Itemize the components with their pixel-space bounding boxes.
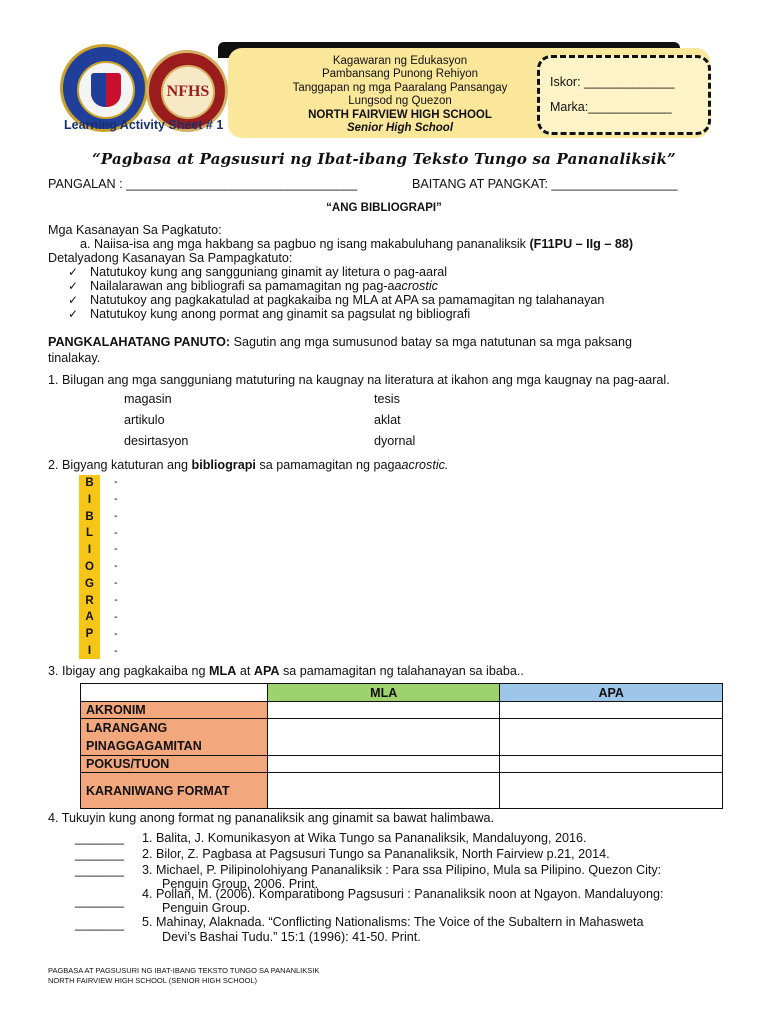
q3-pre: 3. Ibigay ang pagkakaiba ng bbox=[48, 664, 210, 678]
general-instructions bbox=[48, 335, 632, 349]
competency-bullet-2-italic: acrostic bbox=[394, 279, 438, 293]
table-cell-apa[interactable] bbox=[500, 702, 723, 719]
q1-option-dyornal[interactable]: dyornal bbox=[374, 434, 416, 448]
iskor-field[interactable]: Iskor: _____________ bbox=[550, 75, 675, 89]
table-cell-apa[interactable] bbox=[500, 773, 723, 809]
topic-title: “ANG BIBLIOGRAPI” bbox=[326, 202, 442, 214]
table-corner-cell bbox=[81, 684, 268, 702]
acrostic-letter: G bbox=[85, 577, 94, 590]
reference-item: 5. Mahinay, Alaknada. “Conflicting Nationalisms: The Voice of the Subaltern in Mahasweta bbox=[142, 915, 644, 929]
q1-option-desirtasyon[interactable]: desirtasyon bbox=[124, 434, 189, 448]
header-line-4: Lungsod ng Quezon bbox=[348, 95, 452, 108]
table-cell-apa[interactable] bbox=[500, 719, 723, 756]
acrostic-letters bbox=[79, 475, 100, 659]
question-3 bbox=[48, 664, 524, 678]
competency-bullet-4: Natutukoy kung anong pormat ang ginamit sa pagsulat ng bibliografi bbox=[90, 307, 471, 321]
table-row-label: AKRONIM bbox=[81, 702, 268, 719]
acrostic-letter: B bbox=[85, 477, 94, 489]
general-instructions-label: PANGKALAHATANG PANUTO: bbox=[48, 335, 231, 349]
table-cell-mla[interactable] bbox=[268, 702, 500, 719]
q3-at: at bbox=[236, 664, 254, 678]
q3-post: sa pamamagitan ng talahanayan sa ibaba.. bbox=[279, 664, 524, 678]
table-cell-mla[interactable] bbox=[268, 719, 500, 756]
acrostic-letter: A bbox=[85, 611, 94, 624]
table-row-label: POKUS/TUON bbox=[81, 756, 268, 773]
reference-item-cont: Penguin Group. bbox=[162, 901, 251, 915]
marka-field[interactable]: Marka:____________ bbox=[550, 100, 672, 114]
competency-bullet-2 bbox=[90, 279, 438, 293]
acrostic-answer-line[interactable]: - bbox=[114, 476, 118, 488]
acrostic-letter: B bbox=[85, 510, 94, 523]
q2-mid: sa pamamagitan ng paga bbox=[255, 458, 402, 472]
school-name: NORTH FAIRVIEW HIGH SCHOOL bbox=[308, 108, 492, 121]
table-header-mla: MLA bbox=[268, 684, 500, 702]
answer-blank[interactable]: _______ bbox=[75, 894, 125, 908]
header-line-3: Tanggapan ng mga Paaralang Pansangay bbox=[292, 81, 508, 94]
answer-blank[interactable]: _______ bbox=[75, 917, 125, 931]
table-row-label: KARANIWANG FORMAT bbox=[81, 773, 268, 809]
pangalan-field[interactable]: PANGALAN : _________________________________ bbox=[48, 177, 358, 191]
header-line-1: Kagawaran ng Edukasyon bbox=[332, 55, 468, 67]
footer-line-2: NORTH FAIRVIEW HIGH SCHOOL (SENIOR HIGH SCHOOL) bbox=[48, 976, 258, 985]
acrostic-answer-line[interactable]: - bbox=[114, 493, 118, 505]
acrostic-answer-line[interactable]: - bbox=[114, 594, 118, 606]
school-department: Senior High School bbox=[346, 122, 454, 135]
table-cell-apa[interactable] bbox=[500, 756, 723, 773]
table-cell-mla[interactable] bbox=[268, 773, 500, 809]
acrostic-answer-line[interactable]: - bbox=[114, 510, 118, 522]
footer-line-1: PAGBASA AT PAGSUSURI NG IBAT-IBANG TEKSTO TUNGO SA PANANLIKSIK bbox=[48, 966, 320, 975]
main-title: “Pagbasa at Pagsusuri ng Ibat-ibang Teksto Tungo sa Pananaliksik” bbox=[92, 150, 676, 168]
acrostic-letter: P bbox=[85, 628, 94, 641]
general-instructions-text: Sagutin ang mga sumusunod batay sa mga natutunan sa mga paksang bbox=[233, 335, 633, 349]
acrostic-answer-line[interactable]: - bbox=[114, 560, 118, 572]
acrostic-answer-line[interactable]: - bbox=[114, 543, 118, 555]
acrostic-answer-line[interactable]: - bbox=[114, 628, 118, 640]
reference-item: 2. Bilor, Z. Pagbasa at Pagsusuri Tungo sa Pananaliksik, North Fairview p.21, 2014. bbox=[142, 847, 610, 861]
answer-blank[interactable]: _______ bbox=[75, 831, 125, 845]
acrostic-letter: I bbox=[87, 644, 92, 657]
competency-item-a bbox=[80, 237, 633, 251]
baitang-field[interactable]: BAITANG AT PANGKAT: __________________ bbox=[412, 177, 678, 191]
header-text-block bbox=[250, 55, 550, 135]
table-cell-mla[interactable] bbox=[268, 756, 500, 773]
q2-bold: bibliograpi bbox=[191, 458, 256, 472]
reference-item: 1. Balita, J. Komunikasyon at Wika Tungo sa Pananaliksik, Mandaluyong, 2016. bbox=[142, 831, 587, 845]
acrostic-answer-line[interactable]: - bbox=[114, 577, 118, 589]
check-icon: ✓ bbox=[68, 279, 79, 293]
competency-heading: Mga Kasanayan Sa Pagkatuto: bbox=[48, 223, 222, 237]
check-icon: ✓ bbox=[68, 293, 79, 307]
acrostic-letter: I bbox=[87, 544, 92, 557]
q3-apa: APA bbox=[253, 664, 280, 678]
competency-code: (F11PU – IIg – 88) bbox=[529, 237, 634, 251]
competency-bullet-2-text: Nailalarawan ang bibliografi sa pamamagitan ng pag-a bbox=[90, 279, 395, 293]
answer-blank[interactable]: _______ bbox=[75, 847, 125, 861]
q1-option-artikulo[interactable]: artikulo bbox=[124, 413, 165, 427]
reference-item: 4. Pollan, M. (2006). Komparatibong Pagsusuri : Pananaliksik noon at Ngayon. Mandaluyong: bbox=[142, 887, 664, 901]
detailed-competency-heading: Detalyadong Kasanayan Sa Pampagkatuto: bbox=[48, 251, 293, 265]
q1-option-aklat[interactable]: aklat bbox=[374, 413, 401, 427]
table-row-label: LARANGANG PINAGGAGAMITAN bbox=[81, 719, 268, 756]
reference-item: 3. Michael, P. Pilipinolohiyang Pananaliksik : Para ssa Pilipino, Mula sa Pilipino. Quezon City: bbox=[142, 863, 662, 877]
acrostic-letter: I bbox=[87, 493, 92, 506]
competency-bullet-1: Natutukoy kung ang sangguniang ginamit ay litetura o pag-aaral bbox=[90, 265, 448, 279]
competency-item-a-text: a. Naiisa-isa ang mga hakbang sa pagbuo ng isang makabuluhang pananaliksik bbox=[80, 237, 526, 251]
question-4: 4. Tukuyin kung anong format ng pananaliksik ang ginamit sa bawat halimbawa. bbox=[48, 811, 494, 825]
reference-item-cont: Penguin Group, 2006. Print. bbox=[162, 877, 319, 891]
school-seal-text: NFHS bbox=[161, 65, 215, 119]
competency-bullet-3: Natutukoy ang pagkakatulad at pagkakaiba ng MLA at APA sa pamamagitan ng talahanayan bbox=[90, 293, 605, 307]
reference-item-cont: Devi’s Bashai Tudu.” 15:1 (1996): 41-50. Print. bbox=[162, 930, 421, 944]
learning-activity-sheet-label: Learning Activity Sheet # 1 bbox=[64, 118, 224, 132]
q3-mla: MLA bbox=[209, 664, 237, 678]
q2-italic: acrostic. bbox=[401, 458, 449, 472]
q1-option-magasin[interactable]: magasin bbox=[124, 392, 172, 406]
answer-blank[interactable]: _______ bbox=[75, 863, 125, 877]
acrostic-letter: L bbox=[85, 527, 94, 540]
q2-pre: 2. Bigyang katuturan ang bbox=[48, 458, 192, 472]
q1-option-tesis[interactable]: tesis bbox=[374, 392, 400, 406]
table-header-apa: APA bbox=[500, 684, 723, 702]
question-1: 1. Bilugan ang mga sangguniang matuturing na kaugnay na literatura at ikahon ang mga kaugnay na pag-aaral. bbox=[48, 373, 670, 387]
header-line-2: Pambansang Punong Rehiyon bbox=[321, 68, 478, 81]
check-icon: ✓ bbox=[68, 307, 79, 321]
score-box bbox=[537, 55, 711, 135]
acrostic-letter: O bbox=[85, 560, 94, 573]
general-instructions-cont: tinalakay. bbox=[48, 351, 101, 365]
check-icon: ✓ bbox=[68, 265, 79, 279]
question-2 bbox=[48, 458, 448, 472]
acrostic-answer-line[interactable]: - bbox=[114, 645, 118, 657]
acrostic-letter: R bbox=[85, 594, 94, 607]
acrostic-answer-line[interactable]: - bbox=[114, 611, 118, 623]
mla-apa-table bbox=[80, 683, 723, 809]
acrostic-answer-line[interactable]: - bbox=[114, 527, 118, 539]
